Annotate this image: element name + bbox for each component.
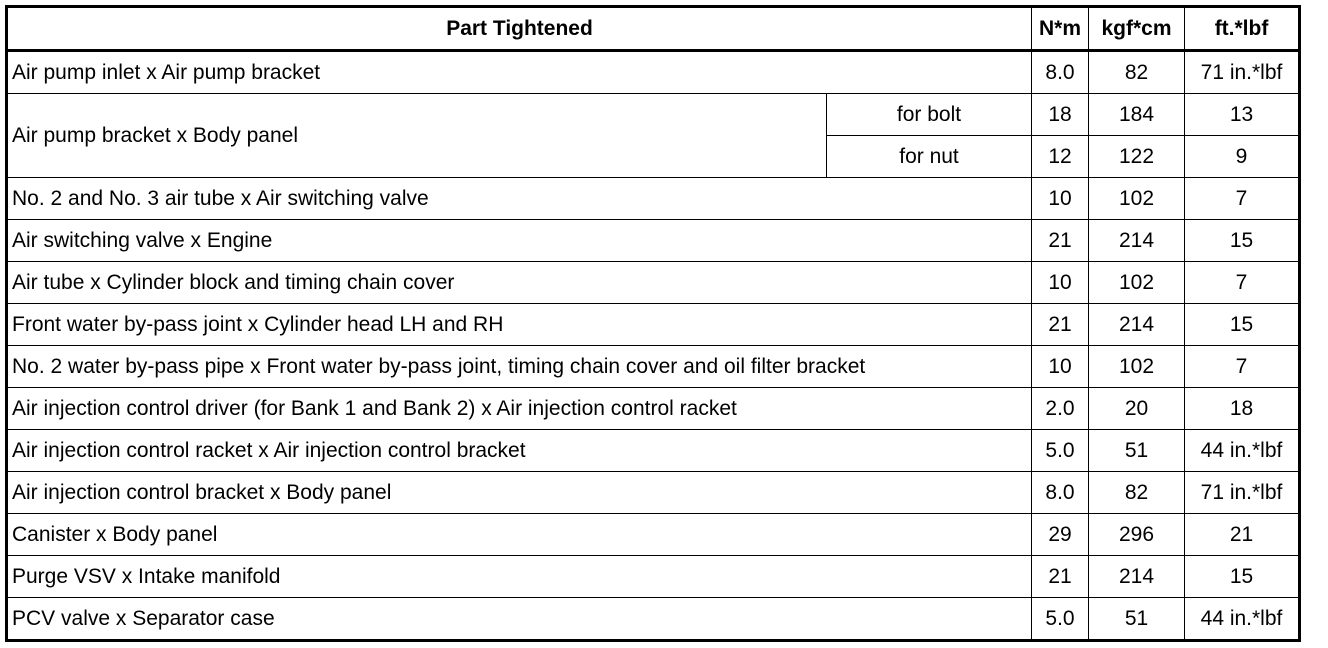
nm-cell: 2.0 — [1032, 388, 1089, 430]
header-kgfcm: kgf*cm — [1089, 7, 1185, 51]
ftlbf-cell: 13 — [1185, 94, 1300, 136]
nm-cell: 5.0 — [1032, 430, 1089, 472]
table-row — [7, 304, 1300, 346]
table-row — [7, 51, 1300, 94]
ftlbf-cell: 18 — [1185, 388, 1300, 430]
nm-cell: 21 — [1032, 220, 1089, 262]
kgfcm-cell: 82 — [1089, 472, 1185, 514]
sub-label-cell: for nut — [827, 136, 1032, 178]
ftlbf-cell: 15 — [1185, 220, 1300, 262]
kgfcm-cell: 102 — [1089, 262, 1185, 304]
part-cell: Air tube x Cylinder block and timing chain cover — [7, 262, 1032, 304]
ftlbf-cell: 7 — [1185, 346, 1300, 388]
part-cell: Air pump inlet x Air pump bracket — [7, 51, 1032, 94]
nm-cell: 10 — [1032, 178, 1089, 220]
kgfcm-cell: 184 — [1089, 94, 1185, 136]
header-ftlbf: ft.*lbf — [1185, 7, 1300, 51]
nm-cell: 10 — [1032, 262, 1089, 304]
kgfcm-cell: 122 — [1089, 136, 1185, 178]
table-row — [7, 220, 1300, 262]
kgfcm-cell: 51 — [1089, 430, 1185, 472]
sub-label-cell: for bolt — [827, 94, 1032, 136]
torque-spec-table — [5, 5, 1301, 642]
table-row — [7, 178, 1300, 220]
kgfcm-cell: 214 — [1089, 556, 1185, 598]
table-row — [7, 430, 1300, 472]
nm-cell: 10 — [1032, 346, 1089, 388]
ftlbf-cell: 44 in.*lbf — [1185, 598, 1300, 641]
part-cell: Air injection control bracket x Body panel — [7, 472, 1032, 514]
nm-cell: 8.0 — [1032, 472, 1089, 514]
part-cell: Canister x Body panel — [7, 514, 1032, 556]
kgfcm-cell: 20 — [1089, 388, 1185, 430]
part-cell: Air switching valve x Engine — [7, 220, 1032, 262]
kgfcm-cell: 102 — [1089, 178, 1185, 220]
kgfcm-cell: 296 — [1089, 514, 1185, 556]
kgfcm-cell: 82 — [1089, 51, 1185, 94]
table-row — [7, 598, 1300, 641]
ftlbf-cell: 71 in.*lbf — [1185, 472, 1300, 514]
table-row — [7, 262, 1300, 304]
table-row — [7, 556, 1300, 598]
part-cell: PCV valve x Separator case — [7, 598, 1032, 641]
ftlbf-cell: 44 in.*lbf — [1185, 430, 1300, 472]
part-cell: Air injection control driver (for Bank 1 and Bank 2) x Air injection control racket — [7, 388, 1032, 430]
nm-cell: 12 — [1032, 136, 1089, 178]
nm-cell: 18 — [1032, 94, 1089, 136]
ftlbf-cell: 21 — [1185, 514, 1300, 556]
part-cell: No. 2 water by-pass pipe x Front water by-pass joint, timing chain cover and oil filter bracket — [7, 346, 1032, 388]
header-nm: N*m — [1032, 7, 1089, 51]
ftlbf-cell: 7 — [1185, 262, 1300, 304]
kgfcm-cell: 214 — [1089, 304, 1185, 346]
kgfcm-cell: 214 — [1089, 220, 1185, 262]
table-row — [7, 94, 1300, 136]
part-cell: No. 2 and No. 3 air tube x Air switching valve — [7, 178, 1032, 220]
table-row — [7, 472, 1300, 514]
nm-cell: 29 — [1032, 514, 1089, 556]
header-part-tightened: Part Tightened — [7, 7, 1032, 51]
part-cell: Front water by-pass joint x Cylinder head LH and RH — [7, 304, 1032, 346]
ftlbf-cell: 15 — [1185, 556, 1300, 598]
nm-cell: 21 — [1032, 556, 1089, 598]
kgfcm-cell: 51 — [1089, 598, 1185, 641]
part-cell: Air injection control racket x Air injection control bracket — [7, 430, 1032, 472]
part-cell: Purge VSV x Intake manifold — [7, 556, 1032, 598]
nm-cell: 8.0 — [1032, 51, 1089, 94]
header-row — [7, 7, 1300, 51]
nm-cell: 21 — [1032, 304, 1089, 346]
ftlbf-cell: 7 — [1185, 178, 1300, 220]
ftlbf-cell: 15 — [1185, 304, 1300, 346]
table-row — [7, 346, 1300, 388]
table-row — [7, 388, 1300, 430]
table-row — [7, 514, 1300, 556]
part-cell: Air pump bracket x Body panel — [7, 94, 827, 178]
ftlbf-cell: 9 — [1185, 136, 1300, 178]
ftlbf-cell: 71 in.*lbf — [1185, 51, 1300, 94]
nm-cell: 5.0 — [1032, 598, 1089, 641]
kgfcm-cell: 102 — [1089, 346, 1185, 388]
